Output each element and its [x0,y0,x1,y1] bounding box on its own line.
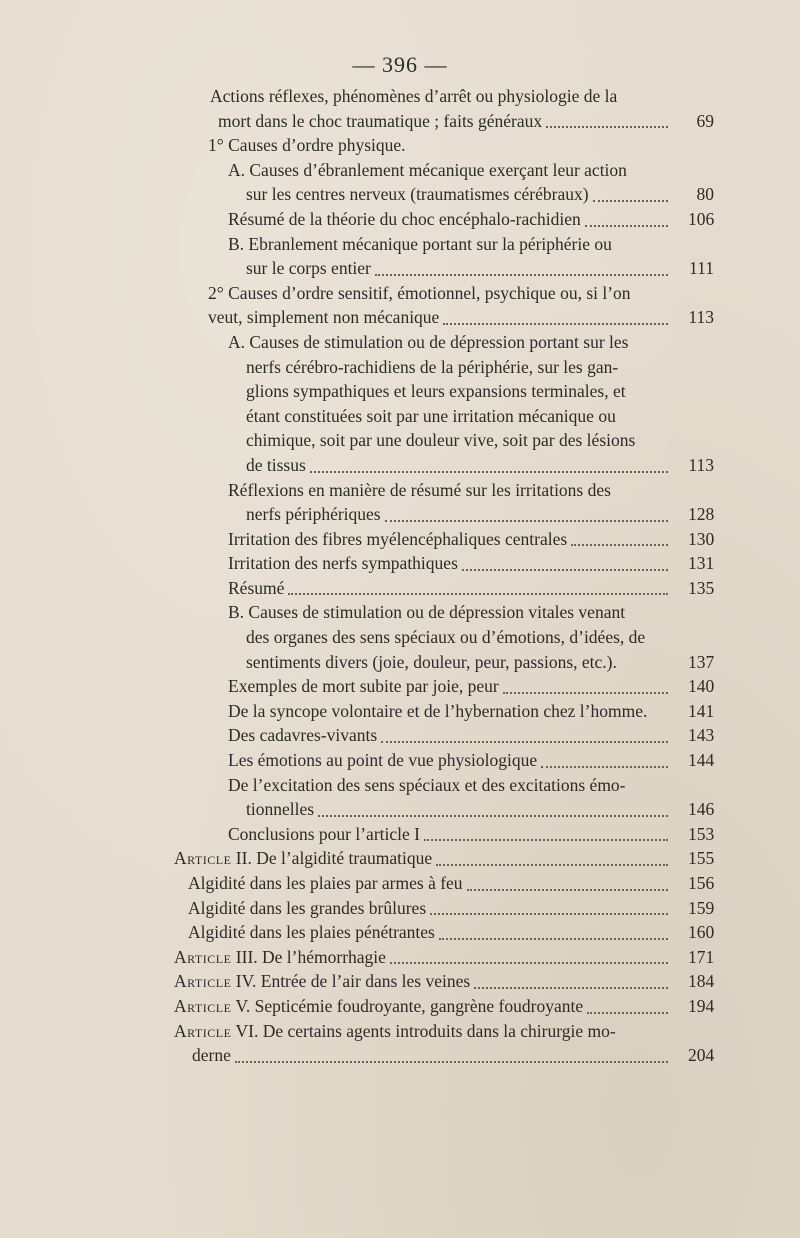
toc-entry-text: Actions réflexes, phénomènes d’arrêt ou physiologie de la [210,86,618,106]
toc-entry-line [228,773,672,798]
toc-entry-text: Réflexions en manière de résumé sur les irritations des [228,479,611,500]
toc-entry-line [246,182,672,207]
article-label: Article [174,848,232,869]
toc-entry-text: étant constituées soit par une irritation mécanique ou [246,405,616,426]
toc-entry-line [174,846,672,871]
toc-entry [0,330,800,478]
dot-leader [390,962,668,964]
toc-page-number: 155 [688,848,715,869]
toc-entry-line [246,453,672,478]
toc-entry-text: Les émotions au point de vue physiologique [228,750,538,771]
dot-leader [585,225,668,227]
toc-page-number: 128 [688,504,715,525]
toc-entry-text: derne [192,1045,231,1066]
toc-entry-line [210,84,672,109]
toc-page-number: 135 [688,577,715,598]
toc-entry-title: II. De l’algidité traumatique [231,848,433,869]
toc-entry-text: De la syncope volontaire et de l’hybernation chez l’homme. [228,700,648,721]
toc-entry-text: des organes des sens spéciaux ou d’émotions, d’idées, de [246,627,646,648]
toc-entry-line [228,527,672,552]
table-of-contents [0,84,800,1068]
toc-entry-text: 1° Causes d’ordre physique. [208,135,406,156]
toc-entry-text: Des cadavres-vivants [228,725,378,746]
dot-leader [235,1061,668,1063]
toc-page-number: 131 [688,553,715,574]
toc-entry [0,969,800,994]
article-label: Article [174,995,232,1016]
toc-entry [0,133,800,158]
toc-entry-text: A. Causes d’ébranlement mécanique exerçant leur action [228,159,627,180]
toc-entry [0,945,800,970]
toc-entry-text [174,945,386,970]
dot-leader [587,1012,668,1014]
toc-entry-line [246,625,672,650]
toc-entry-line [174,969,672,994]
toc-entry-text: Algidité dans les plaies par armes à feu [188,873,463,893]
toc-entry-line [228,330,672,355]
dot-leader [443,323,668,325]
toc-entry [0,920,800,945]
toc-entry-text: Algidité dans les grandes brûlures [188,897,427,918]
toc-entry-text: Conclusions pour l’article I [228,823,420,844]
toc-entry-line [192,1043,672,1068]
toc-entry [0,158,800,207]
article-label: Article [174,1020,232,1041]
dot-leader [385,520,668,522]
toc-entry-line [246,256,672,281]
toc-entry [0,748,800,773]
toc-entry-text: nerfs cérébro-rachidiens de la périphérie, sur les gan- [246,356,619,377]
toc-entry-text [174,846,432,871]
toc-entry-text: A. Causes de stimulation ou de dépression portant sur les [228,331,629,352]
article-label: Article [174,946,232,967]
toc-entry-text: mort dans le choc traumatique ; faits généraux [218,110,543,131]
toc-entry-line [246,502,672,527]
toc-entry-line [246,355,672,380]
toc-entry-line [208,281,672,306]
dot-leader [467,889,668,891]
toc-entry-text: Exemples de mort subite par joie, peur [228,676,499,697]
toc-page-number: 113 [688,454,714,475]
toc-page-number: 194 [688,995,715,1016]
toc-entry [0,846,800,871]
toc-page-number: 159 [688,897,715,918]
toc-page-number: 171 [688,946,715,967]
toc-entry-line [174,945,672,970]
toc-entry-title: IV. Entrée de l’air dans les veines [231,971,471,992]
toc-page-number: 113 [688,307,714,328]
toc-entry [0,822,800,847]
toc-entry [0,699,800,724]
toc-entry-line [246,797,672,822]
toc-entry-line [228,723,672,748]
dot-leader [571,544,668,546]
toc-entry-line [188,920,672,945]
toc-entry [0,551,800,576]
toc-entry-text: 2° Causes d’ordre sensitif, émotionnel, psychique ou, si l’on [208,282,631,303]
toc-page-number: 184 [688,971,715,992]
dot-leader [288,593,668,595]
toc-entry [0,896,800,921]
toc-page-number: 153 [688,823,715,844]
toc-entry-text: Irritation des nerfs sympathiques [228,553,458,574]
toc-entry-text: tionnelles [246,799,315,820]
toc-page-number: 130 [688,528,715,549]
toc-entry-line [246,650,672,675]
dot-leader [593,200,668,202]
toc-page-number: 106 [688,208,715,229]
dot-leader [318,815,668,817]
toc-entry-line [174,994,672,1019]
toc-entry-line [228,207,672,232]
dot-leader [424,839,668,841]
toc-entry-text: Irritation des fibres myélencéphaliques centrales [228,528,568,549]
toc-entry [0,773,800,822]
toc-entry-line [228,699,672,724]
toc-entry-text: sentiments divers (joie, douleur, peur, passions, etc.). [246,651,617,672]
toc-entry-line [228,576,672,601]
toc-entry-text: B. Causes de stimulation ou de dépression vitales venant [228,602,626,623]
toc-page-number: 144 [688,750,715,771]
page-number-header: — 396 — [352,52,448,77]
toc-entry-text: nerfs périphériques [246,504,381,525]
toc-entry-line [218,109,672,134]
toc-entry [0,871,800,896]
toc-entry-text [174,1021,616,1041]
toc-page-number: 141 [688,700,715,721]
toc-entry-line [188,896,672,921]
toc-entry-text: Résumé de la théorie du choc encéphalo-rachidien [228,208,581,229]
dot-leader [546,126,668,128]
toc-entry-line [188,871,672,896]
toc-entry-title: V. Septicémie foudroyante, gangrène foudroyante [231,995,584,1016]
toc-entry-text: de tissus [246,454,306,475]
toc-page-number: 143 [688,725,715,746]
toc-entry-line [246,428,672,453]
toc-entry-text: chimique, soit par une douleur vive, soit par des lésions [246,430,636,451]
toc-entry-line [228,748,672,773]
toc-entry-text: glions sympathiques et leurs expansions terminales, et [246,381,626,402]
toc-entry-line [228,232,672,257]
toc-entry-text: Algidité dans les plaies pénétrantes [188,922,435,943]
toc-page-number: 111 [689,258,714,279]
toc-entry [0,674,800,699]
toc-entry-line [228,674,672,699]
toc-entry [0,478,800,527]
toc-entry-text: Résumé [228,577,285,598]
dot-leader [474,987,668,989]
toc-entry [0,232,800,281]
toc-page-number: 137 [688,651,715,672]
toc-entry-line [246,379,672,404]
toc-entry-text [174,994,583,1019]
toc-entry [0,1019,800,1068]
toc-entry [0,994,800,1019]
toc-entry-title: VI. De certains agents introduits dans la chirurgie mo- [231,1020,616,1041]
toc-page-number: 156 [688,873,715,893]
dot-leader [436,864,668,866]
toc-entry-line [208,133,672,158]
dot-leader [503,692,668,694]
toc-entry-text: veut, simplement non mécanique [208,307,440,328]
toc-page-number: 160 [688,922,715,943]
toc-entry-line [228,158,672,183]
toc-entry-line [228,822,672,847]
toc-page-number: 140 [688,676,715,697]
toc-entry-line [228,600,672,625]
dot-leader [462,569,668,571]
toc-entry-text: B. Ebranlement mécanique portant sur la périphérie ou [228,233,612,254]
dot-leader [430,913,668,915]
dot-leader [541,766,668,768]
toc-entry [0,600,800,674]
toc-page-number: 204 [688,1045,715,1066]
dot-leader [381,741,668,743]
article-label: Article [174,971,232,992]
toc-entry-line [246,404,672,429]
toc-entry-line [208,305,672,330]
toc-entry [0,527,800,552]
toc-page-number: 146 [688,799,715,820]
dot-leader [439,938,668,940]
toc-entry-text: De l’excitation des sens spéciaux et des excitations émo- [228,774,626,795]
toc-entry-line [228,551,672,576]
dot-leader [375,274,668,276]
toc-entry-line [228,478,672,503]
toc-entry [0,576,800,601]
toc-entry-text: sur le corps entier [246,258,371,279]
toc-entry-title: III. De l’hémorrhagie [231,946,386,967]
toc-entry [0,281,800,330]
toc-entry-text [174,969,470,994]
toc-entry-text: sur les centres nerveux (traumatismes cérébraux) [246,184,589,205]
toc-page-number: 69 [696,110,714,131]
toc-entry-line [174,1019,672,1044]
dot-leader [310,471,668,473]
toc-page-number: 80 [696,184,714,205]
toc-entry [0,207,800,232]
toc-entry [0,84,800,133]
toc-entry [0,723,800,748]
